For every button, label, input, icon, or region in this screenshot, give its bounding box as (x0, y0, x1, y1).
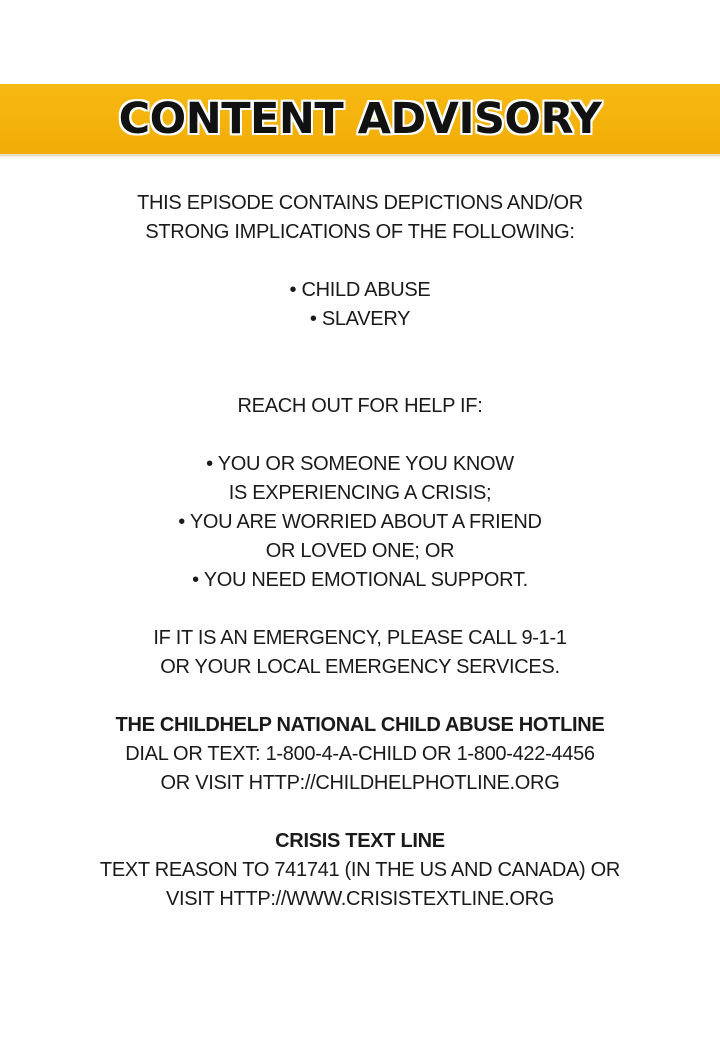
topic-item: • SLAVERY (309, 308, 411, 330)
resource-line: TEXT REASON TO 741741 (IN THE US AND CANADA) OR (99, 859, 621, 881)
resource-name: THE CHILDHELP NATIONAL CHILD ABUSE HOTLINE (115, 714, 605, 736)
topic-list (0, 276, 720, 334)
help-heading: REACH OUT FOR HELP IF: (237, 395, 483, 417)
intro-text (0, 189, 720, 247)
resource-line: OR VISIT HTTP://CHILDHELPHOTLINE.ORG (160, 772, 560, 794)
resource-line: VISIT HTTP://WWW.CRISISTEXTLINE.ORG (165, 888, 555, 910)
help-condition-line: • YOU OR SOMEONE YOU KNOW (206, 453, 514, 475)
advisory-body (0, 189, 720, 914)
intro-line: STRONG IMPLICATIONS OF THE FOLLOWING: (145, 221, 575, 243)
help-condition-line: • YOU ARE WORRIED ABOUT A FRIEND (178, 511, 542, 533)
resource-line: DIAL OR TEXT: 1-800-4-A-CHILD OR 1-800-422-4456 (125, 743, 595, 765)
emergency-line: IF IT IS AN EMERGENCY, PLEASE CALL 9-1-1 (153, 627, 567, 649)
intro-line: THIS EPISODE CONTAINS DEPICTIONS AND/OR (137, 192, 583, 214)
emergency-notice (0, 624, 720, 682)
emergency-line: OR YOUR LOCAL EMERGENCY SERVICES. (160, 656, 560, 678)
advisory-title: CONTENT ADVISORY (118, 94, 602, 144)
resource-name: CRISIS TEXT LINE (275, 830, 445, 852)
help-conditions (0, 450, 720, 595)
help-condition-line: • YOU NEED EMOTIONAL SUPPORT. (192, 569, 528, 591)
help-condition-line: IS EXPERIENCING A CRISIS; (228, 482, 492, 504)
resource-crisis-text-line (0, 827, 720, 914)
resource-childhelp (0, 711, 720, 798)
help-condition-line: OR LOVED ONE; OR (265, 540, 455, 562)
topic-item: • CHILD ABUSE (289, 279, 431, 301)
